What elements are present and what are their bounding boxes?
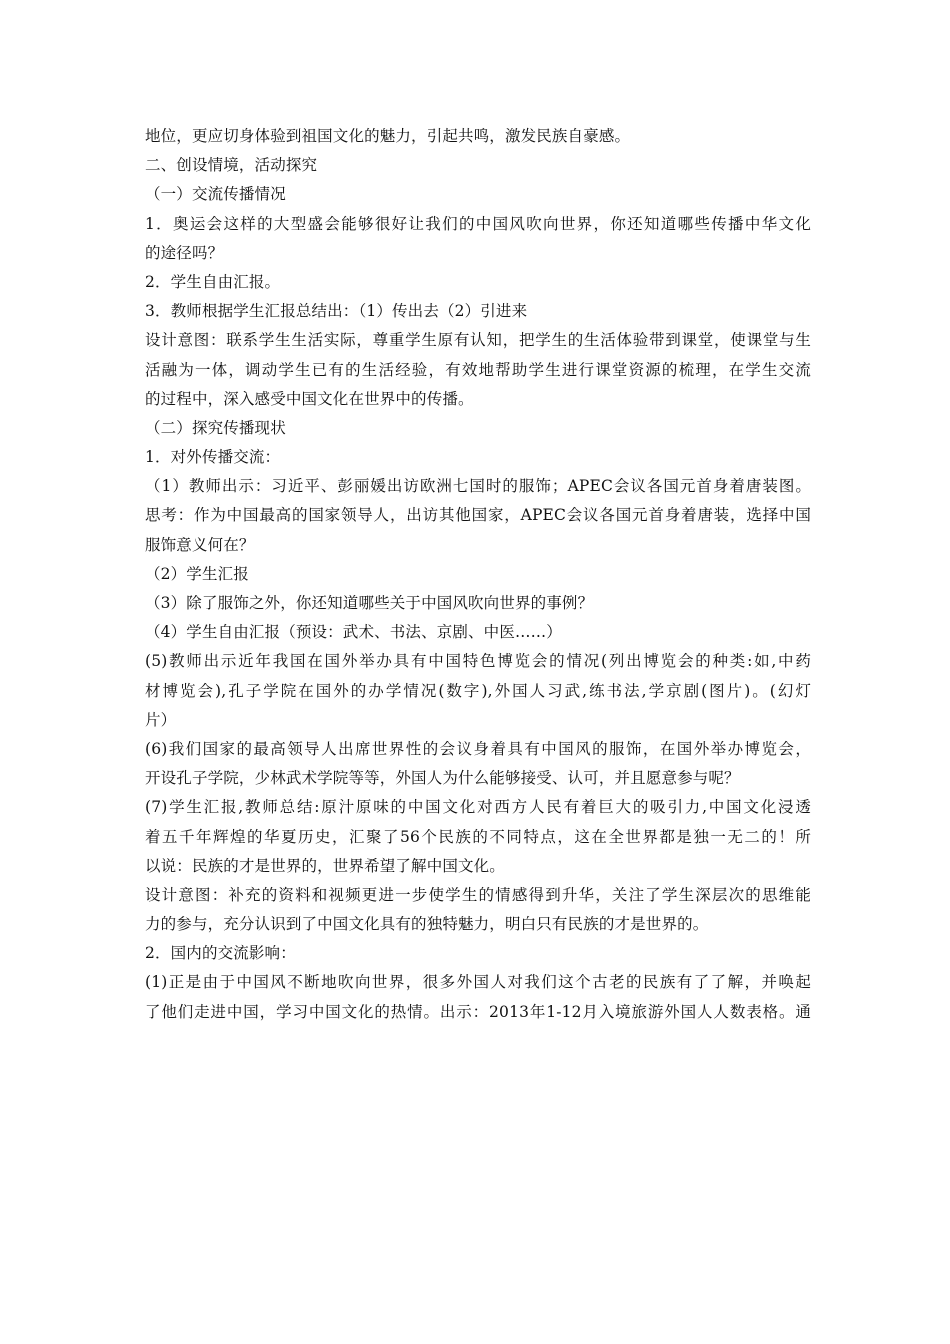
text-line: (7)学生汇报,教师总结:原汁原味的中国文化对西方人民有着巨大的吸引力,中国文化浸透 <box>145 798 811 817</box>
text-line: 服饰意义何在？ <box>145 535 255 554</box>
subsection-heading: （一）交流传播情况 <box>145 185 286 204</box>
text-line: 1．奥运会这样的大型盛会能够很好让我们的中国风吹向世界，你还知道哪些传播中华文化 <box>145 214 811 233</box>
text-line: 片） <box>145 710 177 729</box>
text-line: （2）学生汇报 <box>145 564 249 583</box>
text-line: 设计意图：联系学生生活实际，尊重学生原有认知，把学生的生活体验带到课堂，使课堂与生 <box>145 331 811 350</box>
text-line: (1)正是由于中国风不断地吹向世界，很多外国人对我们这个古老的民族有了了解，并唤起 <box>145 973 811 992</box>
text-line: 材博览会),孔子学院在国外的办学情况(数字),外国人习武,练书法,学京剧(图片)。(幻灯 <box>145 681 811 700</box>
text-line: (6)我们国家的最高领导人出席世界性的会议身着具有中国风的服饰，在国外举办博览会， <box>145 739 811 758</box>
text-line: 2．国内的交流影响： <box>145 944 296 963</box>
section-heading: 二、创设情境，活动探究 <box>145 156 318 175</box>
text-line: (5)教师出示近年我国在国外举办具有中国特色博览会的情况(列出博览会的种类:如,中药 <box>145 652 811 671</box>
text-line: （3）除了服饰之外，你还知道哪些关于中国风吹向世界的事例？ <box>145 594 594 612</box>
text-line: （4）学生自由汇报（预设：武术、书法、京剧、中医……） <box>145 623 562 642</box>
text-line: 2．学生自由汇报。 <box>145 272 281 291</box>
document-page <box>145 122 811 1027</box>
text-line: 的过程中，深入感受中国文化在世界中的传播。 <box>145 389 474 408</box>
text-line: 地位，更应切身体验到祖国文化的魅力，引起共鸣，激发民族自豪感。 <box>145 127 631 145</box>
text-line: 的途径吗？ <box>145 243 224 262</box>
text-line: 3．教师根据学生汇报总结出：（1）传出去（2）引进来 <box>145 302 528 321</box>
text-line: 着五千年辉煌的华夏历史，汇聚了56个民族的不同特点，这在全世界都是独一无二的！所 <box>145 827 811 846</box>
text-line: 活融为一体，调动学生已有的生活经验，有效地帮助学生进行课堂资源的梳理，在学生交流 <box>145 360 811 379</box>
text-line: 以说：民族的才是世界的，世界希望了解中国文化。 <box>145 856 505 875</box>
text-line: （1）教师出示：习近平、彭丽媛出访欧洲七国时的服饰；APEC会议各国元首身着唐装图。 <box>145 477 811 496</box>
subsection-heading: （二）探究传播现状 <box>145 418 286 437</box>
text-line: 设计意图：补充的资料和视频更进一步使学生的情感得到升华，关注了学生深层次的思维能 <box>145 885 811 904</box>
text-line: 思考：作为中国最高的国家领导人，出访其他国家，APEC会议各国元首身着唐装，选择中国 <box>145 506 811 525</box>
text-line: 1．对外传播交流： <box>145 448 281 467</box>
text-line: 开设孔子学院，少林武术学院等等，外国人为什么能够接受、认可，并且愿意参与呢？ <box>145 769 740 788</box>
text-line: 力的参与，充分认识到了中国文化具有的独特魅力，明白只有民族的才是世界的。 <box>145 915 709 934</box>
text-line: 了他们走进中国，学习中国文化的热情。出示：2013年1-12月入境旅游外国人人数表格。通 <box>145 1002 811 1021</box>
